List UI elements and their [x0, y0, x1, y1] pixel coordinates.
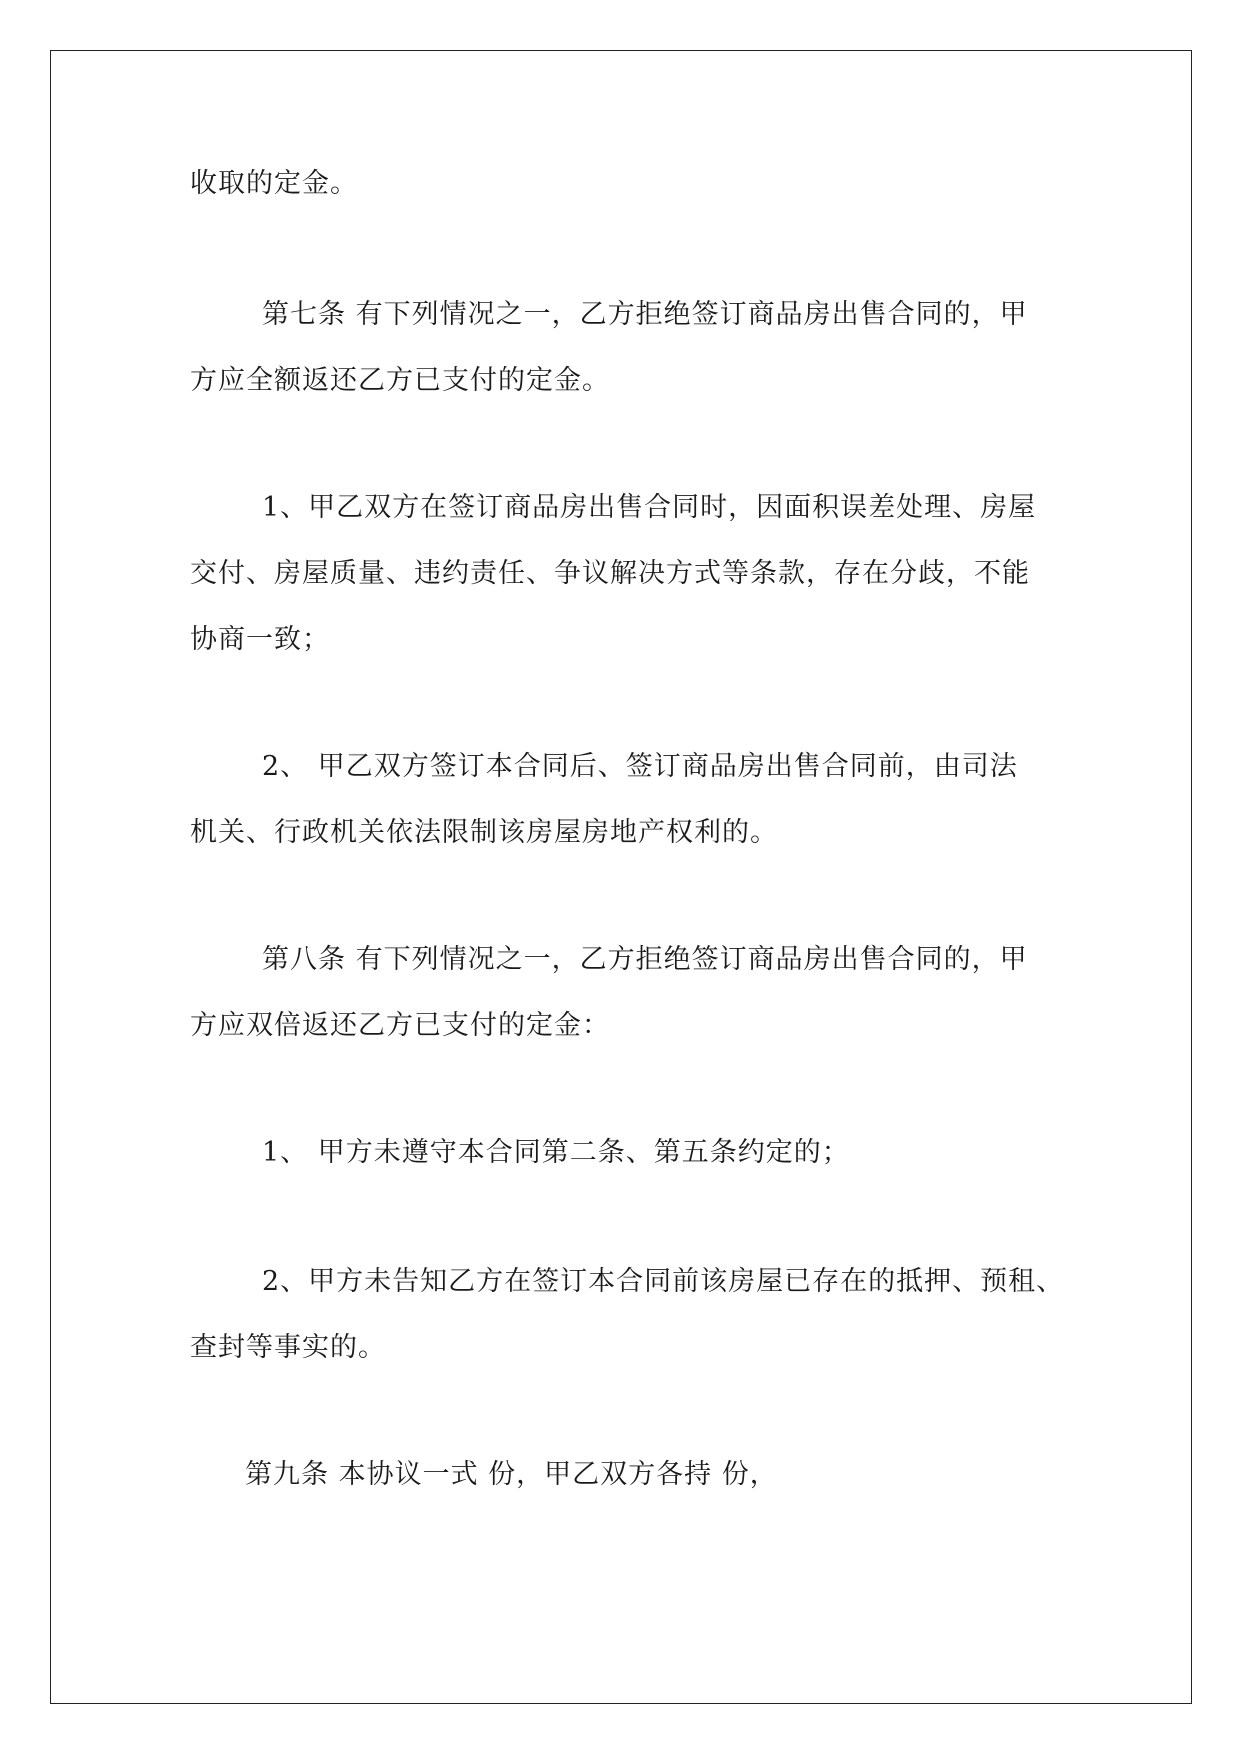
- text-line: 交付、房屋质量、违约责任、争议解决方式等条款，存在分歧，不能: [190, 558, 1030, 589]
- article-7-item-1: 1、甲乙双方在签订商品房出售合同时，因面积误差处理、房屋: [262, 492, 1037, 523]
- text-line: 收取的定金。: [190, 168, 358, 199]
- text-line: 方应双倍返还乙方已支付的定金：: [190, 1010, 610, 1041]
- article-9-heading: 第九条 本协议一式 份，甲乙双方各持 份，: [245, 1459, 778, 1490]
- article-8-item-2: 2、甲方未告知乙方在签订本合同前该房屋已存在的抵押、预租、: [262, 1266, 1065, 1297]
- article-7-heading: 第七条 有下列情况之一，乙方拒绝签订商品房出售合同的，甲: [262, 299, 1028, 330]
- text-line: 查封等事实的。: [190, 1332, 386, 1363]
- text-line: 方应全额返还乙方已支付的定金。: [190, 365, 610, 396]
- article-8-heading: 第八条 有下列情况之一，乙方拒绝签订商品房出售合同的，甲: [262, 944, 1028, 975]
- article-8-item-1: 1、 甲方未遵守本合同第二条、第五条约定的；: [262, 1137, 850, 1168]
- text-line: 机关、行政机关依法限制该房屋房地产权利的。: [190, 817, 778, 848]
- article-7-item-2: 2、 甲乙双方签订本合同后、签订商品房出售合同前，由司法: [262, 751, 1018, 782]
- text-line: 协商一致；: [190, 624, 330, 655]
